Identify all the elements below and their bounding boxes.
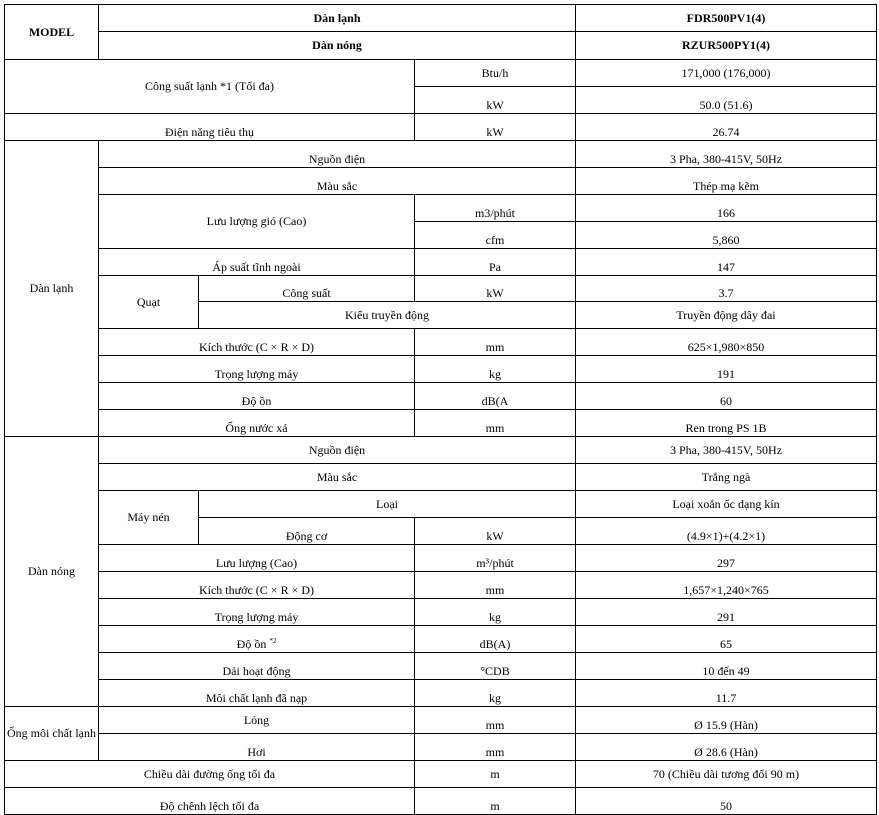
outdoor-dimensions-label: Kích thước (C × R × D) [99, 572, 415, 599]
outdoor-refrigerant-value: 11.7 [576, 680, 877, 707]
piping-section-label: Ống môi chất lạnh [5, 707, 99, 761]
indoor-airflow-value-m3: 166 [576, 195, 877, 222]
indoor-weight-value: 191 [576, 356, 877, 383]
cooling-capacity-unit-btu: Btu/h [415, 60, 576, 87]
indoor-esp-unit: Pa [415, 249, 576, 276]
outdoor-noise-label-text: Độ ồn [236, 637, 267, 651]
cooling-capacity-label: Công suất lạnh *1 (Tối đa) [5, 60, 415, 114]
outdoor-noise-footnote: *2 [269, 637, 277, 645]
indoor-fan-label: Quạt [99, 276, 199, 329]
outdoor-weight-unit: kg [415, 599, 576, 626]
indoor-esp-label: Áp suất tĩnh ngoài [99, 249, 415, 276]
outdoor-model-value: RZUR500PY1(4) [576, 32, 877, 60]
outdoor-color-label: Màu sắc [99, 464, 576, 491]
outdoor-power-supply-label: Nguồn điện [99, 437, 576, 464]
indoor-airflow-label: Lưu lượng gió (Cao) [99, 195, 415, 249]
indoor-fan-output-value: 3.7 [576, 276, 877, 302]
outdoor-noise-label [99, 626, 415, 653]
outdoor-power-supply-value: 3 Pha, 380-415V, 50Hz [576, 437, 877, 464]
outdoor-operation-range-label: Dải hoạt động [99, 653, 415, 680]
outdoor-weight-value: 291 [576, 599, 877, 626]
max-height-difference-value: 50 [576, 788, 877, 815]
cooling-capacity-value-kw: 50.0 (51.6) [576, 87, 877, 114]
outdoor-dimensions-unit: mm [415, 572, 576, 599]
outdoor-section-label: Dàn nóng [5, 437, 99, 707]
indoor-dimensions-value: 625×1,980×850 [576, 329, 877, 356]
max-height-difference-unit: m [415, 788, 576, 815]
indoor-color-value: Thép mạ kẽm [576, 168, 877, 195]
outdoor-airflow-label: Lưu lượng (Cao) [99, 545, 415, 572]
piping-liquid-unit: mm [415, 707, 576, 734]
indoor-dimensions-label: Kích thước (C × R × D) [99, 329, 415, 356]
indoor-airflow-unit-cfm: cfm [415, 222, 576, 249]
outdoor-airflow-value: 297 [576, 545, 877, 572]
outdoor-refrigerant-label: Môi chất lạnh đã nạp [99, 680, 415, 707]
indoor-fan-drive-value: Truyền động dây đai [576, 302, 877, 329]
indoor-model-value: FDR500PV1(4) [576, 5, 877, 32]
outdoor-motor-unit: kW [415, 518, 576, 545]
piping-liquid-value: Ø 15.9 (Hàn) [576, 707, 877, 734]
indoor-esp-value: 147 [576, 249, 877, 276]
outdoor-noise-unit: dB(A) [415, 626, 576, 653]
indoor-section-label: Dàn lạnh [5, 141, 99, 437]
indoor-airflow-value-cfm: 5,860 [576, 222, 877, 249]
outdoor-weight-label: Trọng lượng máy [99, 599, 415, 626]
power-consumption-unit: kW [415, 114, 576, 141]
outdoor-motor-label: Động cơ [199, 518, 415, 545]
indoor-unit-label: Dàn lạnh [99, 5, 576, 32]
outdoor-motor-value: (4.9×1)+(4.2×1) [576, 518, 877, 545]
power-consumption-label: Điện năng tiêu thụ [5, 114, 415, 141]
indoor-noise-unit: dB(A [415, 383, 576, 410]
outdoor-refrigerant-unit: kg [415, 680, 576, 707]
piping-gas-label: Hơi [99, 734, 415, 761]
max-pipe-length-unit: m [415, 761, 576, 788]
outdoor-compressor-type-value: Loại xoắn ốc dạng kín [576, 491, 877, 518]
spec-table [4, 4, 877, 815]
indoor-fan-output-unit: kW [415, 276, 576, 302]
cooling-capacity-unit-kw: kW [415, 87, 576, 114]
indoor-drain-label: Ống nước xả [99, 410, 415, 437]
indoor-drain-unit: mm [415, 410, 576, 437]
indoor-noise-label: Độ ồn [99, 383, 415, 410]
max-height-difference-label: Độ chênh lệch tối đa [5, 788, 415, 815]
piping-liquid-label: Lỏng [99, 707, 415, 734]
model-label: MODEL [5, 5, 99, 60]
outdoor-color-value: Trắng ngà [576, 464, 877, 491]
outdoor-noise-value: 65 [576, 626, 877, 653]
outdoor-dimensions-value: 1,657×1,240×765 [576, 572, 877, 599]
indoor-fan-output-label: Công suất [199, 276, 415, 302]
indoor-weight-unit: kg [415, 356, 576, 383]
indoor-dimensions-unit: mm [415, 329, 576, 356]
indoor-airflow-unit-m3: m3/phút [415, 195, 576, 222]
indoor-noise-value: 60 [576, 383, 877, 410]
piping-gas-value: Ø 28.6 (Hàn) [576, 734, 877, 761]
indoor-power-supply-value: 3 Pha, 380-415V, 50Hz [576, 141, 877, 168]
max-pipe-length-value: 70 (Chiều dài tương đối 90 m) [576, 761, 877, 788]
max-pipe-length-label: Chiều dài đường ống tối đa [5, 761, 415, 788]
cooling-capacity-value-btu: 171,000 (176,000) [576, 60, 877, 87]
power-consumption-value: 26.74 [576, 114, 877, 141]
indoor-power-supply-label: Nguồn điện [99, 141, 576, 168]
indoor-fan-drive-label: Kiểu truyền động [199, 302, 576, 329]
outdoor-compressor-type-label: Loại [199, 491, 576, 518]
outdoor-airflow-unit: m³/phút [415, 545, 576, 572]
indoor-weight-label: Trọng lượng máy [99, 356, 415, 383]
outdoor-compressor-label: Máy nén [99, 491, 199, 545]
piping-gas-unit: mm [415, 734, 576, 761]
indoor-drain-value: Ren trong PS 1B [576, 410, 877, 437]
outdoor-operation-range-value: 10 đến 49 [576, 653, 877, 680]
indoor-color-label: Màu sắc [99, 168, 576, 195]
outdoor-unit-label: Dàn nóng [99, 32, 576, 60]
outdoor-operation-range-unit: °CDB [415, 653, 576, 680]
